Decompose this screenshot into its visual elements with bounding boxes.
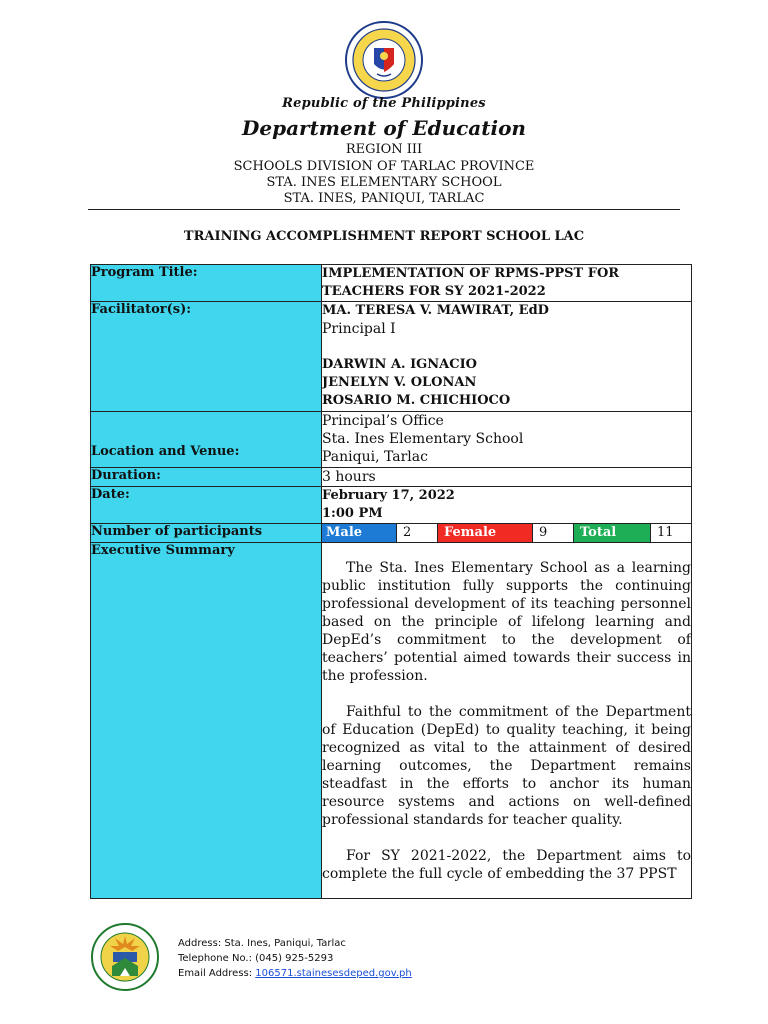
location-line-1: Principal’s Office (322, 413, 444, 429)
facilitator-1: DARWIN A. IGNACIO (322, 357, 478, 372)
school-address-line: STA. INES, PANIQUI, TARLAC (283, 191, 485, 206)
footer-email-link[interactable]: 106571.stainesesdeped.gov.ph (255, 968, 412, 979)
female-count: 9 (532, 524, 574, 542)
duration-value: 3 hours (322, 468, 692, 487)
time-value: 1:00 PM (322, 506, 383, 521)
school-logo-icon (90, 922, 160, 992)
footer-contact (178, 936, 412, 981)
summary-paragraph-3: For SY 2021-2022, the Department aims to complete the full cycle of embedding the 37 PPST (322, 848, 691, 882)
female-label: Female (438, 524, 532, 542)
department-heading: Department of Education (242, 116, 526, 140)
division-line: SCHOOLS DIVISION OF TARLAC PROVINCE (233, 159, 535, 174)
program-title-line1: IMPLEMENTATION OF RPMS-PPST FOR (322, 266, 620, 281)
footer-email-label: Email Address: (178, 968, 256, 979)
program-title-label: Program Title: (91, 265, 322, 302)
location-line-2: Sta. Ines Elementary School (322, 431, 524, 447)
facilitator-main: MA. TERESA V. MAWIRAT, EdD (322, 303, 549, 318)
footer-email-row (178, 966, 412, 981)
location-label: Location and Venue: (91, 412, 322, 468)
executive-summary-label: Executive Summary (91, 543, 322, 899)
facilitator-3: ROSARIO M. CHICHIOCO (322, 393, 511, 408)
date-value: February 17, 2022 (322, 488, 455, 503)
footer-address: Address: Sta. Ines, Paniqui, Tarlac (178, 938, 346, 949)
male-count: 2 (396, 524, 438, 542)
deped-seal-icon (344, 20, 424, 100)
region-line: REGION III (345, 142, 423, 157)
summary-paragraph-2: Faithful to the commitment of the Department of Education (DepEd) to quality teaching, it being recognized as vital to the attainment of desired learning outcomes, the Department remains steadfast in the efforts to anchor its human resource systems and actions on well-defined professional standards for teacher quality. (322, 704, 691, 828)
facilitator-2: JENELYN V. OLONAN (322, 375, 477, 390)
school-line: STA. INES ELEMENTARY SCHOOL (266, 175, 502, 190)
republic-heading: Republic of the Philippines (282, 96, 486, 111)
facilitator-label: Facilitator(s): (91, 302, 322, 412)
summary-paragraph-1: The Sta. Ines Elementary School as a learning public institution fully supports the continuing professional development of its teaching personnel based on the principle of lifelong learning and DepEd’s commitment to the development of teachers’ potential aimed towards their success in the profession. (322, 560, 691, 684)
participants-label: Number of participants (91, 524, 322, 543)
location-line-3: Paniqui, Tarlac (322, 449, 428, 465)
program-title-line2: TEACHERS FOR SY 2021-2022 (322, 284, 546, 299)
total-count: 11 (650, 524, 691, 542)
date-label: Date: (91, 487, 322, 524)
male-label: Male (322, 524, 396, 542)
facilitator-role: Principal I (322, 321, 396, 337)
duration-label: Duration: (91, 468, 322, 487)
report-table (90, 264, 692, 899)
participants-breakdown (322, 524, 691, 542)
report-title: TRAINING ACCOMPLISHMENT REPORT SCHOOL LAC (183, 229, 585, 244)
footer-telephone: Telephone No.: (045) 925-5293 (178, 953, 334, 964)
header-divider (88, 209, 680, 210)
total-label: Total (574, 524, 650, 542)
